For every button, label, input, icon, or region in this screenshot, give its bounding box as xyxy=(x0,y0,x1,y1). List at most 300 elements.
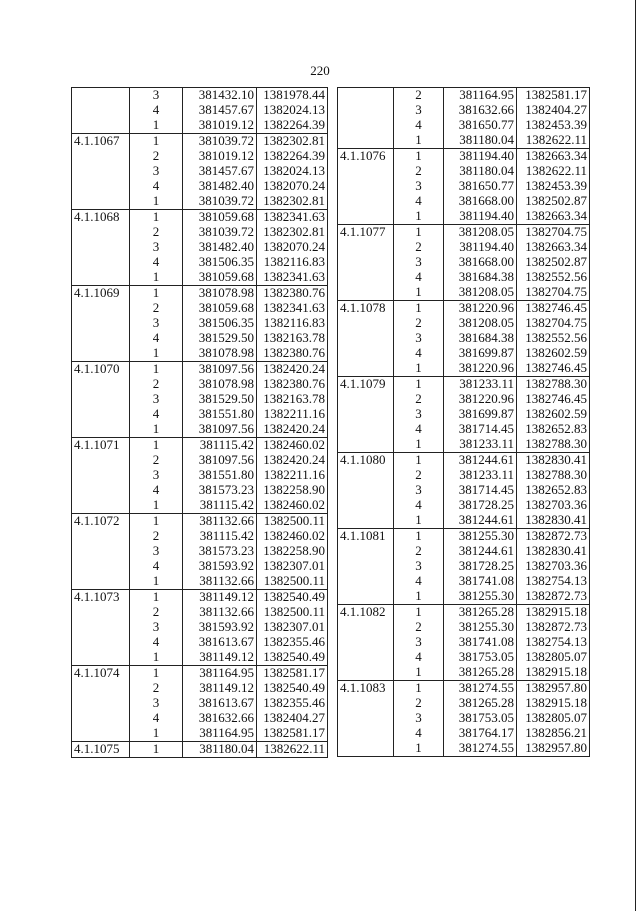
point-number-cell: 2 xyxy=(394,620,444,635)
table-row xyxy=(338,726,590,741)
table-row xyxy=(338,453,590,469)
left-table-body xyxy=(72,88,328,758)
x-coordinate-cell: 381233.11 xyxy=(444,468,517,483)
parcel-id-cell xyxy=(338,741,394,757)
point-number-cell: 4 xyxy=(394,650,444,665)
x-coordinate-cell: 381650.77 xyxy=(444,179,517,194)
table-row xyxy=(72,362,328,378)
parcel-id-cell xyxy=(338,346,394,361)
table-row xyxy=(338,209,590,225)
table-row xyxy=(338,361,590,377)
point-number-cell: 2 xyxy=(130,529,183,544)
parcel-id-cell xyxy=(338,498,394,513)
point-number-cell: 1 xyxy=(394,285,444,301)
page-number: 220 xyxy=(310,63,330,78)
y-coordinate-cell: 1382460.02 xyxy=(257,438,328,454)
parcel-id-cell xyxy=(72,316,130,331)
parcel-id-cell: 4.1.1076 xyxy=(338,149,394,165)
x-coordinate-cell: 381208.05 xyxy=(444,316,517,331)
y-coordinate-cell: 1382856.21 xyxy=(517,726,590,741)
x-coordinate-cell: 381482.40 xyxy=(183,179,257,194)
y-coordinate-cell: 1382830.41 xyxy=(517,453,590,469)
y-coordinate-cell: 1382460.02 xyxy=(257,498,328,514)
y-coordinate-cell: 1382070.24 xyxy=(257,240,328,255)
parcel-id-cell xyxy=(338,392,394,407)
table-row xyxy=(72,240,328,255)
point-number-cell: 3 xyxy=(130,468,183,483)
y-coordinate-cell: 1382380.76 xyxy=(257,377,328,392)
point-number-cell: 2 xyxy=(130,377,183,392)
parcel-id-cell xyxy=(72,88,130,104)
x-coordinate-cell: 381551.80 xyxy=(183,468,257,483)
parcel-id-cell xyxy=(338,316,394,331)
parcel-id-cell xyxy=(72,483,130,498)
parcel-id-cell xyxy=(72,225,130,240)
point-number-cell: 4 xyxy=(130,103,183,118)
parcel-id-cell xyxy=(338,285,394,301)
point-number-cell: 1 xyxy=(130,498,183,514)
y-coordinate-cell: 1382581.17 xyxy=(257,726,328,742)
point-number-cell: 4 xyxy=(394,422,444,437)
point-number-cell: 3 xyxy=(394,407,444,422)
table-row xyxy=(338,133,590,149)
table-row xyxy=(72,726,328,742)
y-coordinate-cell: 1382703.36 xyxy=(517,559,590,574)
y-coordinate-cell: 1382500.11 xyxy=(257,574,328,590)
x-coordinate-cell: 381506.35 xyxy=(183,255,257,270)
table-row xyxy=(338,331,590,346)
table-row xyxy=(72,498,328,514)
y-coordinate-cell: 1382746.45 xyxy=(517,361,590,377)
y-coordinate-cell: 1382830.41 xyxy=(517,544,590,559)
parcel-id-cell xyxy=(72,605,130,620)
point-number-cell: 4 xyxy=(394,574,444,589)
point-number-cell: 4 xyxy=(394,498,444,513)
parcel-id-cell xyxy=(338,270,394,285)
parcel-id-cell xyxy=(338,559,394,574)
y-coordinate-cell: 1382663.34 xyxy=(517,149,590,165)
y-coordinate-cell: 1382622.11 xyxy=(517,164,590,179)
point-number-cell: 1 xyxy=(130,514,183,530)
point-number-cell: 3 xyxy=(394,483,444,498)
x-coordinate-cell: 381593.92 xyxy=(183,559,257,574)
point-number-cell: 2 xyxy=(394,164,444,179)
table-row xyxy=(338,498,590,513)
parcel-id-cell xyxy=(338,544,394,559)
point-number-cell: 3 xyxy=(130,88,183,104)
parcel-id-cell xyxy=(338,574,394,589)
table-row xyxy=(72,194,328,210)
x-coordinate-cell: 381632.66 xyxy=(444,103,517,118)
parcel-id-cell xyxy=(338,209,394,225)
point-number-cell: 2 xyxy=(130,301,183,316)
x-coordinate-cell: 381482.40 xyxy=(183,240,257,255)
y-coordinate-cell: 1382453.39 xyxy=(517,118,590,133)
point-number-cell: 1 xyxy=(394,589,444,605)
point-number-cell: 4 xyxy=(130,483,183,498)
y-coordinate-cell: 1382404.27 xyxy=(517,103,590,118)
table-row xyxy=(338,696,590,711)
parcel-id-cell xyxy=(338,635,394,650)
point-number-cell: 3 xyxy=(130,240,183,255)
point-number-cell: 3 xyxy=(394,711,444,726)
parcel-id-cell xyxy=(72,164,130,179)
y-coordinate-cell: 1382211.16 xyxy=(257,468,328,483)
table-row xyxy=(338,605,590,621)
parcel-id-cell xyxy=(338,164,394,179)
y-coordinate-cell: 1382502.87 xyxy=(517,255,590,270)
table-row xyxy=(72,392,328,407)
x-coordinate-cell: 381699.87 xyxy=(444,346,517,361)
table-row xyxy=(72,270,328,286)
parcel-id-cell: 4.1.1068 xyxy=(72,210,130,226)
x-coordinate-cell: 381059.68 xyxy=(183,210,257,226)
parcel-id-cell xyxy=(338,468,394,483)
x-coordinate-cell: 381753.05 xyxy=(444,650,517,665)
point-number-cell: 1 xyxy=(394,665,444,681)
table-row xyxy=(338,149,590,165)
parcel-id-cell xyxy=(72,270,130,286)
point-number-cell: 3 xyxy=(130,696,183,711)
x-coordinate-cell: 381164.95 xyxy=(444,88,517,104)
table-row xyxy=(72,650,328,666)
point-number-cell: 1 xyxy=(130,362,183,378)
parcel-id-cell xyxy=(338,711,394,726)
y-coordinate-cell: 1382788.30 xyxy=(517,468,590,483)
point-number-cell: 1 xyxy=(130,590,183,606)
table-row xyxy=(72,301,328,316)
y-coordinate-cell: 1382070.24 xyxy=(257,179,328,194)
point-number-cell: 1 xyxy=(130,118,183,134)
x-coordinate-cell: 381149.12 xyxy=(183,650,257,666)
table-row xyxy=(338,225,590,241)
x-coordinate-cell: 381573.23 xyxy=(183,544,257,559)
parcel-id-cell: 4.1.1069 xyxy=(72,286,130,302)
x-coordinate-cell: 381180.04 xyxy=(444,164,517,179)
point-number-cell: 3 xyxy=(130,544,183,559)
parcel-id-cell xyxy=(72,529,130,544)
table-row xyxy=(72,286,328,302)
table-row xyxy=(338,620,590,635)
parcel-id-cell: 4.1.1080 xyxy=(338,453,394,469)
y-coordinate-cell: 1382754.13 xyxy=(517,574,590,589)
table-row xyxy=(338,301,590,317)
x-coordinate-cell: 381728.25 xyxy=(444,559,517,574)
x-coordinate-cell: 381244.61 xyxy=(444,513,517,529)
x-coordinate-cell: 381164.95 xyxy=(183,666,257,682)
parcel-id-cell xyxy=(338,620,394,635)
parcel-id-cell xyxy=(72,726,130,742)
table-row xyxy=(338,650,590,665)
table-row xyxy=(72,468,328,483)
x-coordinate-cell: 381097.56 xyxy=(183,422,257,438)
table-row xyxy=(72,681,328,696)
x-coordinate-cell: 381529.50 xyxy=(183,331,257,346)
point-number-cell: 3 xyxy=(394,179,444,194)
point-number-cell: 3 xyxy=(130,392,183,407)
parcel-id-cell xyxy=(338,194,394,209)
y-coordinate-cell: 1382704.75 xyxy=(517,316,590,331)
x-coordinate-cell: 381059.68 xyxy=(183,301,257,316)
parcel-id-cell xyxy=(72,468,130,483)
y-coordinate-cell: 1382915.18 xyxy=(517,665,590,681)
parcel-id-cell xyxy=(338,331,394,346)
x-coordinate-cell: 381244.61 xyxy=(444,544,517,559)
point-number-cell: 3 xyxy=(394,255,444,270)
parcel-id-cell xyxy=(338,589,394,605)
y-coordinate-cell: 1382552.56 xyxy=(517,270,590,285)
x-coordinate-cell: 381714.45 xyxy=(444,483,517,498)
x-coordinate-cell: 381457.67 xyxy=(183,164,257,179)
table-row xyxy=(338,407,590,422)
x-coordinate-cell: 381274.55 xyxy=(444,741,517,757)
parcel-id-cell xyxy=(338,255,394,270)
table-row xyxy=(338,665,590,681)
x-coordinate-cell: 381019.12 xyxy=(183,149,257,164)
table-row xyxy=(72,453,328,468)
x-coordinate-cell: 381244.61 xyxy=(444,453,517,469)
table-row xyxy=(338,544,590,559)
y-coordinate-cell: 1382116.83 xyxy=(257,255,328,270)
parcel-id-cell: 4.1.1073 xyxy=(72,590,130,606)
y-coordinate-cell: 1382502.87 xyxy=(517,194,590,209)
point-number-cell: 1 xyxy=(130,286,183,302)
y-coordinate-cell: 1382258.90 xyxy=(257,483,328,498)
parcel-id-cell xyxy=(72,635,130,650)
table-row xyxy=(338,513,590,529)
y-coordinate-cell: 1382872.73 xyxy=(517,589,590,605)
table-row xyxy=(338,164,590,179)
parcel-id-cell: 4.1.1071 xyxy=(72,438,130,454)
y-coordinate-cell: 1382341.63 xyxy=(257,210,328,226)
parcel-id-cell xyxy=(72,103,130,118)
y-coordinate-cell: 1382663.34 xyxy=(517,240,590,255)
x-coordinate-cell: 381097.56 xyxy=(183,362,257,378)
table-row xyxy=(72,225,328,240)
point-number-cell: 2 xyxy=(130,605,183,620)
y-coordinate-cell: 1382805.07 xyxy=(517,711,590,726)
parcel-id-cell: 4.1.1072 xyxy=(72,514,130,530)
table-row xyxy=(338,316,590,331)
point-number-cell: 2 xyxy=(130,149,183,164)
parcel-id-cell xyxy=(338,422,394,437)
point-number-cell: 4 xyxy=(130,179,183,194)
x-coordinate-cell: 381764.17 xyxy=(444,726,517,741)
x-coordinate-cell: 381593.92 xyxy=(183,620,257,635)
x-coordinate-cell: 381115.42 xyxy=(183,498,257,514)
x-coordinate-cell: 381019.12 xyxy=(183,118,257,134)
x-coordinate-cell: 381220.96 xyxy=(444,392,517,407)
y-coordinate-cell: 1382500.11 xyxy=(257,605,328,620)
table-row xyxy=(338,270,590,285)
x-coordinate-cell: 381573.23 xyxy=(183,483,257,498)
parcel-id-cell: 4.1.1078 xyxy=(338,301,394,317)
y-coordinate-cell: 1382302.81 xyxy=(257,134,328,150)
y-coordinate-cell: 1382746.45 xyxy=(517,301,590,317)
table-row xyxy=(72,422,328,438)
point-number-cell: 1 xyxy=(130,422,183,438)
point-number-cell: 1 xyxy=(394,301,444,317)
table-row xyxy=(72,149,328,164)
table-row xyxy=(338,711,590,726)
y-coordinate-cell: 1382703.36 xyxy=(517,498,590,513)
x-coordinate-cell: 381255.30 xyxy=(444,589,517,605)
parcel-id-cell: 4.1.1067 xyxy=(72,134,130,150)
table-row xyxy=(72,696,328,711)
y-coordinate-cell: 1382540.49 xyxy=(257,650,328,666)
y-coordinate-cell: 1382307.01 xyxy=(257,620,328,635)
parcel-id-cell xyxy=(72,696,130,711)
point-number-cell: 2 xyxy=(394,696,444,711)
parcel-id-cell: 4.1.1082 xyxy=(338,605,394,621)
x-coordinate-cell: 381650.77 xyxy=(444,118,517,133)
y-coordinate-cell: 1382211.16 xyxy=(257,407,328,422)
x-coordinate-cell: 381039.72 xyxy=(183,134,257,150)
x-coordinate-cell: 381220.96 xyxy=(444,361,517,377)
x-coordinate-cell: 381432.10 xyxy=(183,88,257,104)
table-row xyxy=(72,742,328,758)
x-coordinate-cell: 381115.42 xyxy=(183,438,257,454)
parcel-id-cell xyxy=(338,179,394,194)
x-coordinate-cell: 381255.30 xyxy=(444,620,517,635)
y-coordinate-cell: 1382830.41 xyxy=(517,513,590,529)
point-number-cell: 1 xyxy=(130,346,183,362)
parcel-id-cell xyxy=(338,133,394,149)
table-row xyxy=(72,407,328,422)
x-coordinate-cell: 381180.04 xyxy=(183,742,257,758)
x-coordinate-cell: 381149.12 xyxy=(183,590,257,606)
x-coordinate-cell: 381132.66 xyxy=(183,605,257,620)
y-coordinate-cell: 1382420.24 xyxy=(257,362,328,378)
x-coordinate-cell: 381039.72 xyxy=(183,225,257,240)
y-coordinate-cell: 1382500.11 xyxy=(257,514,328,530)
x-coordinate-cell: 381220.96 xyxy=(444,301,517,317)
table-row xyxy=(338,741,590,757)
x-coordinate-cell: 381233.11 xyxy=(444,377,517,393)
x-coordinate-cell: 381741.08 xyxy=(444,574,517,589)
x-coordinate-cell: 381699.87 xyxy=(444,407,517,422)
y-coordinate-cell: 1382540.49 xyxy=(257,681,328,696)
y-coordinate-cell: 1382116.83 xyxy=(257,316,328,331)
parcel-id-cell xyxy=(338,118,394,133)
y-coordinate-cell: 1382581.17 xyxy=(257,666,328,682)
y-coordinate-cell: 1382872.73 xyxy=(517,529,590,545)
point-number-cell: 4 xyxy=(130,711,183,726)
coordinate-table-left xyxy=(71,87,328,758)
x-coordinate-cell: 381194.40 xyxy=(444,209,517,225)
table-row xyxy=(72,605,328,620)
parcel-id-cell xyxy=(72,422,130,438)
point-number-cell: 2 xyxy=(394,88,444,104)
point-number-cell: 4 xyxy=(394,346,444,361)
parcel-id-cell xyxy=(72,620,130,635)
point-number-cell: 1 xyxy=(394,133,444,149)
point-number-cell: 2 xyxy=(130,225,183,240)
x-coordinate-cell: 381208.05 xyxy=(444,285,517,301)
x-coordinate-cell: 381078.98 xyxy=(183,346,257,362)
point-number-cell: 1 xyxy=(394,437,444,453)
point-number-cell: 4 xyxy=(394,270,444,285)
point-number-cell: 4 xyxy=(130,407,183,422)
table-row xyxy=(72,331,328,346)
y-coordinate-cell: 1382355.46 xyxy=(257,635,328,650)
x-coordinate-cell: 381078.98 xyxy=(183,377,257,392)
y-coordinate-cell: 1382264.39 xyxy=(257,149,328,164)
x-coordinate-cell: 381078.98 xyxy=(183,286,257,302)
point-number-cell: 2 xyxy=(394,316,444,331)
x-coordinate-cell: 381551.80 xyxy=(183,407,257,422)
y-coordinate-cell: 1382622.11 xyxy=(257,742,328,758)
x-coordinate-cell: 381668.00 xyxy=(444,255,517,270)
x-coordinate-cell: 381741.08 xyxy=(444,635,517,650)
point-number-cell: 1 xyxy=(130,194,183,210)
table-row xyxy=(72,483,328,498)
table-row xyxy=(338,194,590,209)
point-number-cell: 3 xyxy=(394,635,444,650)
table-row xyxy=(338,103,590,118)
table-row xyxy=(72,574,328,590)
point-number-cell: 3 xyxy=(394,559,444,574)
parcel-id-cell xyxy=(72,650,130,666)
parcel-id-cell xyxy=(72,392,130,407)
y-coordinate-cell: 1382788.30 xyxy=(517,377,590,393)
table-row xyxy=(72,514,328,530)
table-row xyxy=(72,377,328,392)
parcel-id-cell xyxy=(338,240,394,255)
y-coordinate-cell: 1382453.39 xyxy=(517,179,590,194)
point-number-cell: 1 xyxy=(394,377,444,393)
parcel-id-cell xyxy=(72,574,130,590)
parcel-id-cell: 4.1.1075 xyxy=(72,742,130,758)
y-coordinate-cell: 1382552.56 xyxy=(517,331,590,346)
x-coordinate-cell: 381180.04 xyxy=(444,133,517,149)
table-row xyxy=(72,210,328,226)
x-coordinate-cell: 381164.95 xyxy=(183,726,257,742)
point-number-cell: 4 xyxy=(394,726,444,741)
x-coordinate-cell: 381194.40 xyxy=(444,149,517,165)
x-coordinate-cell: 381149.12 xyxy=(183,681,257,696)
x-coordinate-cell: 381208.05 xyxy=(444,225,517,241)
parcel-id-cell xyxy=(338,483,394,498)
y-coordinate-cell: 1382420.24 xyxy=(257,422,328,438)
y-coordinate-cell: 1381978.44 xyxy=(257,88,328,104)
x-coordinate-cell: 381039.72 xyxy=(183,194,257,210)
y-coordinate-cell: 1382307.01 xyxy=(257,559,328,574)
point-number-cell: 4 xyxy=(130,559,183,574)
table-row xyxy=(338,589,590,605)
point-number-cell: 1 xyxy=(130,742,183,758)
parcel-id-cell: 4.1.1081 xyxy=(338,529,394,545)
point-number-cell: 1 xyxy=(394,529,444,545)
y-coordinate-cell: 1382302.81 xyxy=(257,225,328,240)
point-number-cell: 1 xyxy=(394,225,444,241)
parcel-id-cell xyxy=(72,544,130,559)
parcel-id-cell xyxy=(338,88,394,104)
x-coordinate-cell: 381132.66 xyxy=(183,514,257,530)
point-number-cell: 1 xyxy=(130,650,183,666)
table-row xyxy=(72,179,328,194)
parcel-id-cell xyxy=(72,559,130,574)
table-row xyxy=(338,377,590,393)
y-coordinate-cell: 1382602.59 xyxy=(517,346,590,361)
parcel-id-cell xyxy=(72,711,130,726)
point-number-cell: 1 xyxy=(394,513,444,529)
y-coordinate-cell: 1382602.59 xyxy=(517,407,590,422)
table-row xyxy=(72,635,328,650)
point-number-cell: 3 xyxy=(130,620,183,635)
x-coordinate-cell: 381132.66 xyxy=(183,574,257,590)
table-row xyxy=(72,438,328,454)
